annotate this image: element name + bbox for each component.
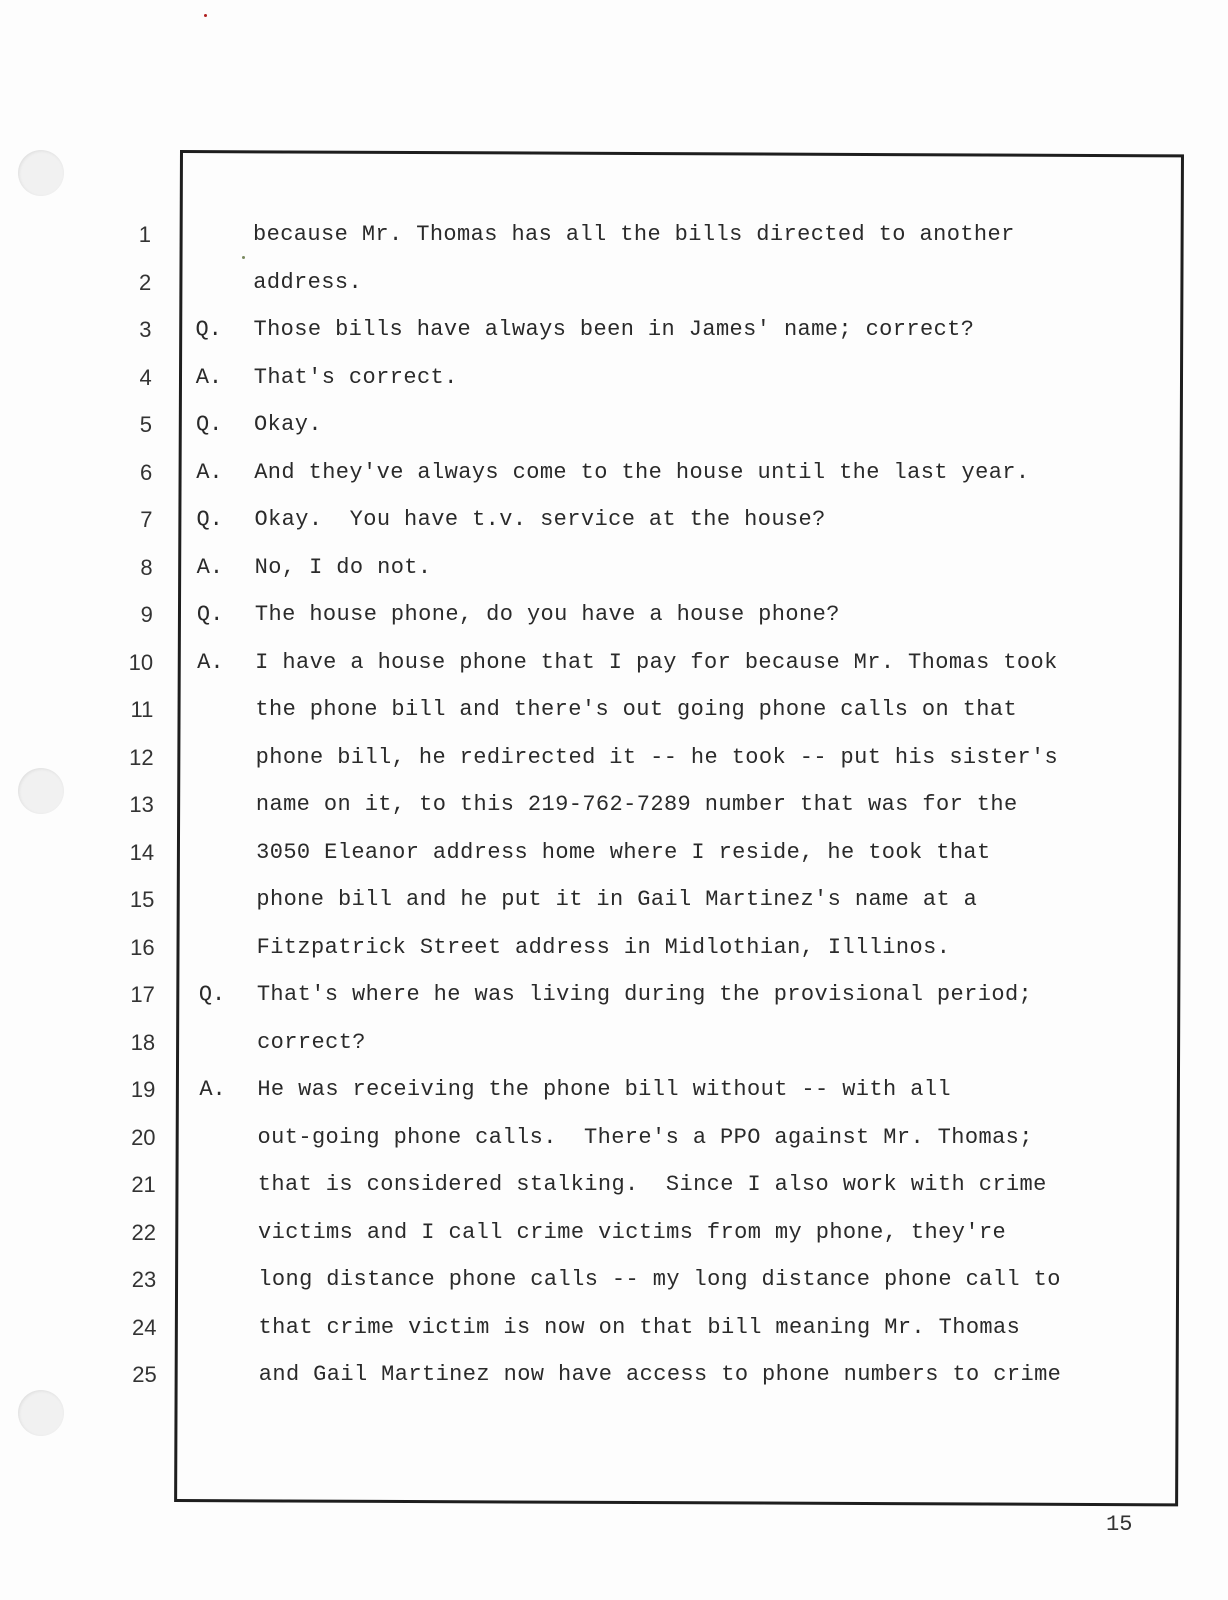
testimony-text: phone bill, he redirected it -- he took -- put his sister's [255,744,1059,770]
testimony-text: I have a house phone that I pay for because Mr. Thomas took [255,649,1058,675]
testimony-text: That's where he was living during the provisional period; [256,982,1033,1007]
line-number: 22 [131,1219,157,1245]
testimony-text: out-going phone calls. There's a PPO against Mr. Thomas; [257,1124,1033,1150]
line-number: 4 [139,364,152,390]
speaker-label: Q. [198,982,226,1007]
speaker-label: Q. [195,317,222,342]
speaker-label: A. [195,364,223,390]
testimony-text: 3050 Eleanor address home where I reside, he took that [256,839,991,865]
transcript-border [174,150,1184,1506]
speaker-label: Q. [195,412,223,437]
line-number: 13 [129,792,154,817]
speaker-label: A. [196,459,223,485]
testimony-text: that crime victim is now on that bill meaning Mr. Thomas [258,1314,1021,1340]
line-number: 11 [130,697,154,722]
line-number: 9 [140,602,153,627]
testimony-text: No, I do not. [254,554,432,580]
line-number: 12 [129,744,154,770]
testimony-text: name on it, to this 219-762-7289 number that was for the [255,792,1018,817]
line-number: 2 [138,269,152,295]
speaker-label: Q. [196,507,223,532]
testimony-text: And they've always come to the house until the last year. [254,459,1030,485]
line-number: 24 [132,1314,157,1340]
testimony-text: that is considered stalking. Since I also work with crime [257,1172,1047,1197]
line-number: 1 [138,222,151,247]
punch-hole-top [18,150,64,196]
punch-hole-middle [18,768,64,814]
line-number: 21 [131,1172,156,1197]
testimony-text: He was receiving the phone bill without -- with all [257,1077,952,1102]
line-number: 15 [129,887,155,912]
testimony-text: That's correct. [253,364,458,390]
testimony-text: Those bills have always been in James' name; correct? [253,317,975,342]
speaker-label: A. [199,1077,226,1102]
testimony-text: correct? [257,1029,366,1055]
line-number: 7 [140,507,153,532]
line-number: 23 [131,1267,157,1292]
page-number: 15 [1106,1512,1133,1537]
speaker-label: Q. [196,602,224,627]
punch-hole-bottom [18,1390,64,1436]
line-number: 5 [139,412,152,437]
testimony-text: the phone bill and there's out going phone calls on that [255,697,1018,722]
line-number: 8 [140,554,153,580]
ink-speck [204,14,207,17]
line-number: 19 [130,1077,156,1102]
speaker-label: A. [197,649,224,675]
testimony-text: address. [253,269,363,295]
line-number: 3 [139,317,152,342]
testimony-text: Okay. [253,412,322,437]
testimony-text: Fitzpatrick Street address in Midlothian, Illlinos. [256,934,951,960]
line-number: 25 [132,1362,157,1387]
testimony-text: Okay. You have t.v. service at the house? [254,507,826,532]
line-number: 20 [131,1124,156,1150]
line-number: 16 [130,934,155,960]
line-number: 17 [130,982,155,1007]
testimony-text: The house phone, do you have a house phone? [254,602,840,627]
line-number: 18 [130,1029,156,1055]
line-number: 14 [129,839,155,865]
line-number: 6 [139,459,153,485]
testimony-text: because Mr. Thomas has all the bills directed to another [253,222,1015,247]
testimony-text: long distance phone calls -- my long distance phone call to [258,1267,1061,1292]
speaker-label: A. [196,554,224,580]
testimony-text: and Gail Martinez now have access to phone numbers to crime [258,1362,1062,1387]
testimony-text: phone bill and he put it in Gail Martinez's name at a [256,887,978,912]
line-number: 10 [128,649,154,675]
testimony-text: victims and I call crime victims from my phone, they're [258,1219,1007,1245]
